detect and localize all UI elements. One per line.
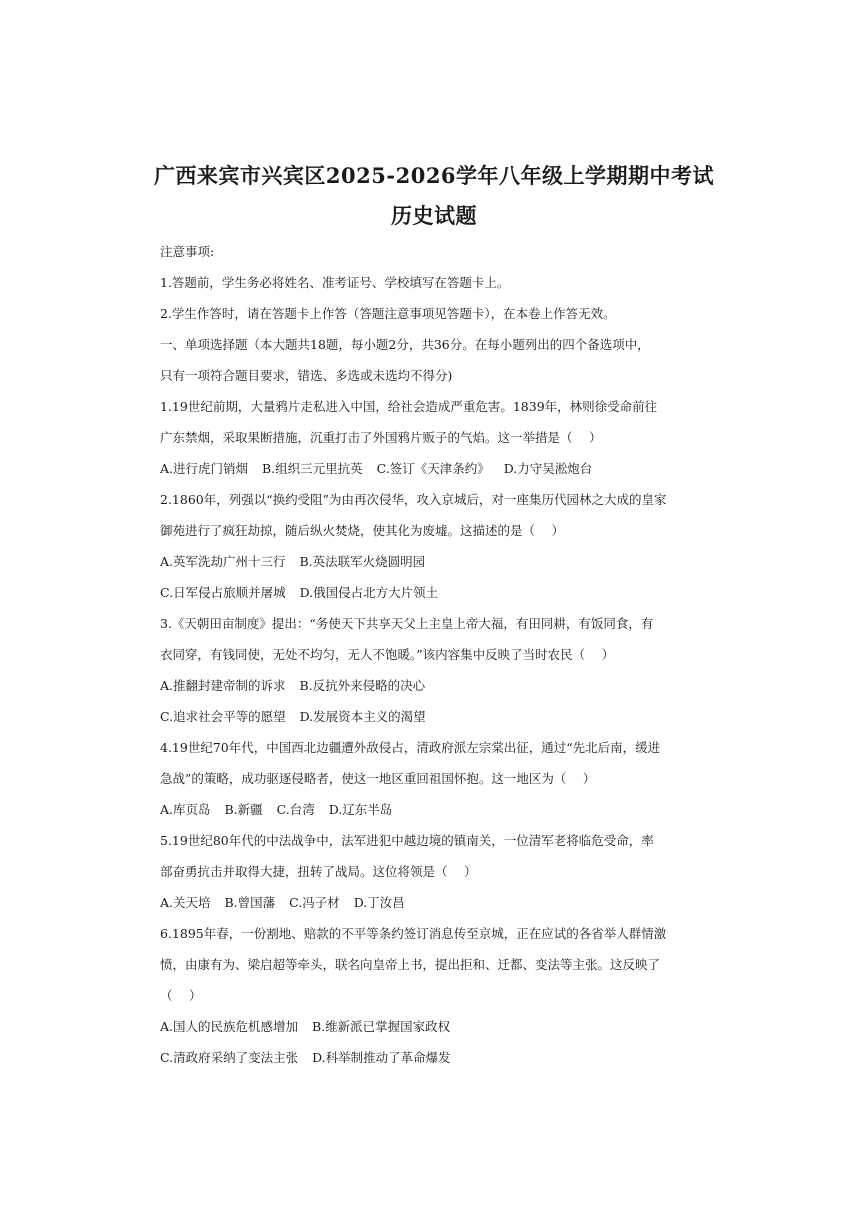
section-instructions-line-1: 一、单项选择题（本大题共18题，每小题2分，共36分。在每小题列出的四个备选项中， — [160, 337, 650, 352]
section-instructions-line-2: 只有一项符合题目要求，错选、多选或未选均不得分) — [160, 368, 453, 383]
question-5-option-b: B.曾国藩 — [224, 895, 276, 910]
question-4-option-a: A.库页岛 — [160, 802, 211, 817]
question-2-options-row-1 — [160, 553, 720, 571]
question-5-line-2: 部奋勇抗击并取得大捷，扭转了战局。这位将领是（ ） — [160, 864, 477, 879]
question-2-options-row-2 — [160, 584, 720, 602]
question-3-option-c: C.追求社会平等的愿望 — [160, 709, 286, 724]
question-2-line-1: 2.1860年，列强以“换约受阻”为由再次侵华，攻入京城后，对一座集历代园林之大成的皇家 — [160, 492, 667, 507]
question-2-option-d: D.俄国侵占北方大片领土 — [299, 585, 439, 600]
exam-title: 广西来宾市兴宾区2025-2026学年八年级上学期期中考试 — [153, 163, 715, 188]
question-6-option-d: D.科举制推动了革命爆发 — [312, 1050, 451, 1065]
notice-item-2: 2.学生作答时，请在答题卡上作答（答题注意事项见答题卡），在本卷上作答无效。 — [160, 306, 616, 321]
question-1-option-c: C.签订《天津条约》 — [376, 461, 490, 476]
exam-subtitle: 历史试题 — [391, 203, 477, 228]
question-2-option-a: A.英军洗劫广州十三行 — [160, 554, 286, 569]
question-1-option-d: D.力守吴淞炮台 — [503, 461, 593, 476]
question-2-option-c: C.日军侵占旅顺并屠城 — [160, 585, 286, 600]
question-5-options — [160, 894, 720, 912]
question-6-option-a: A.国人的民族危机感增加 — [160, 1019, 299, 1034]
question-3-option-b: B.反抗外来侵略的决心 — [299, 678, 426, 693]
question-3-line-1: 3.《天朝田亩制度》提出：“务使天下共享天父上主皇上帝大福，有田同耕，有饭同食，有 — [160, 616, 654, 631]
question-2-option-b: B.英法联军火烧圆明园 — [299, 554, 426, 569]
question-4-line-2: 急战”的策略，成功驱逐侵略者，使这一地区重回祖国怀抱。这一地区为（ ） — [160, 771, 596, 786]
question-6-line-3: （ ） — [160, 988, 202, 1003]
question-1-line-1: 1.19世纪前期，大量鸦片走私进入中国，给社会造成严重危害。1839年，林则徐受命前往 — [160, 399, 658, 414]
question-3-option-a: A.推翻封建帝制的诉求 — [160, 678, 286, 693]
question-1-option-b: B.组织三元里抗英 — [262, 461, 363, 476]
notice-item-1: 1.答题前，学生务必将姓名、准考证号、学校填写在答题卡上。 — [160, 275, 510, 290]
question-5-option-a: A.关天培 — [160, 895, 211, 910]
question-3-option-d: D.发展资本主义的渴望 — [299, 709, 426, 724]
question-4-option-d: D.辽东半岛 — [328, 802, 393, 817]
question-4-option-b: B.新疆 — [224, 802, 263, 817]
question-4-line-1: 4.19世纪70年代，中国西北边疆遭外敌侵占，清政府派左宗棠出征，通过“先北后南，缓进 — [160, 740, 661, 755]
question-2-line-2: 御苑进行了疯狂劫掠，随后纵火焚烧，使其化为废墟。这描述的是（ ） — [160, 523, 564, 538]
question-6-option-b: B.维新派已掌握国家政权 — [312, 1019, 451, 1034]
notice-heading: 注意事项: — [160, 244, 215, 259]
question-1-line-2: 广东禁烟，采取果断措施，沉重打击了外国鸦片贩子的气焰。这一举措是（ ） — [160, 430, 602, 445]
question-4-option-c: C.台湾 — [276, 802, 315, 817]
question-1-option-a: A.进行虎门销烟 — [160, 461, 249, 476]
question-5-line-1: 5.19世纪80年代的中法战争中，法军进犯中越边境的镇南关，一位清军老将临危受命，率 — [160, 833, 654, 848]
question-6-line-1: 6.1895年春，一份割地、赔款的不平等条约签订消息传至京城，正在应试的各省举人群情激 — [160, 926, 667, 941]
question-3-options-row-1 — [160, 677, 720, 695]
question-4-options — [160, 801, 720, 819]
question-3-line-2: 衣同穿，有钱同使，无处不均匀，无人不饱暖。”该内容集中反映了当时农民（ ） — [160, 647, 615, 662]
question-3-options-row-2 — [160, 708, 720, 726]
question-6-line-2: 愤，由康有为、梁启超等牵头，联名向皇帝上书，提出拒和、迁都、变法等主张。这反映了 — [160, 957, 661, 972]
question-5-option-d: D.丁汝昌 — [353, 895, 405, 910]
question-6-option-c: C.清政府采纳了变法主张 — [160, 1050, 299, 1065]
question-5-option-c: C.冯子材 — [289, 895, 340, 910]
question-6-options-row-2 — [160, 1049, 720, 1067]
question-1-options — [160, 460, 720, 478]
question-6-options-row-1 — [160, 1018, 720, 1036]
